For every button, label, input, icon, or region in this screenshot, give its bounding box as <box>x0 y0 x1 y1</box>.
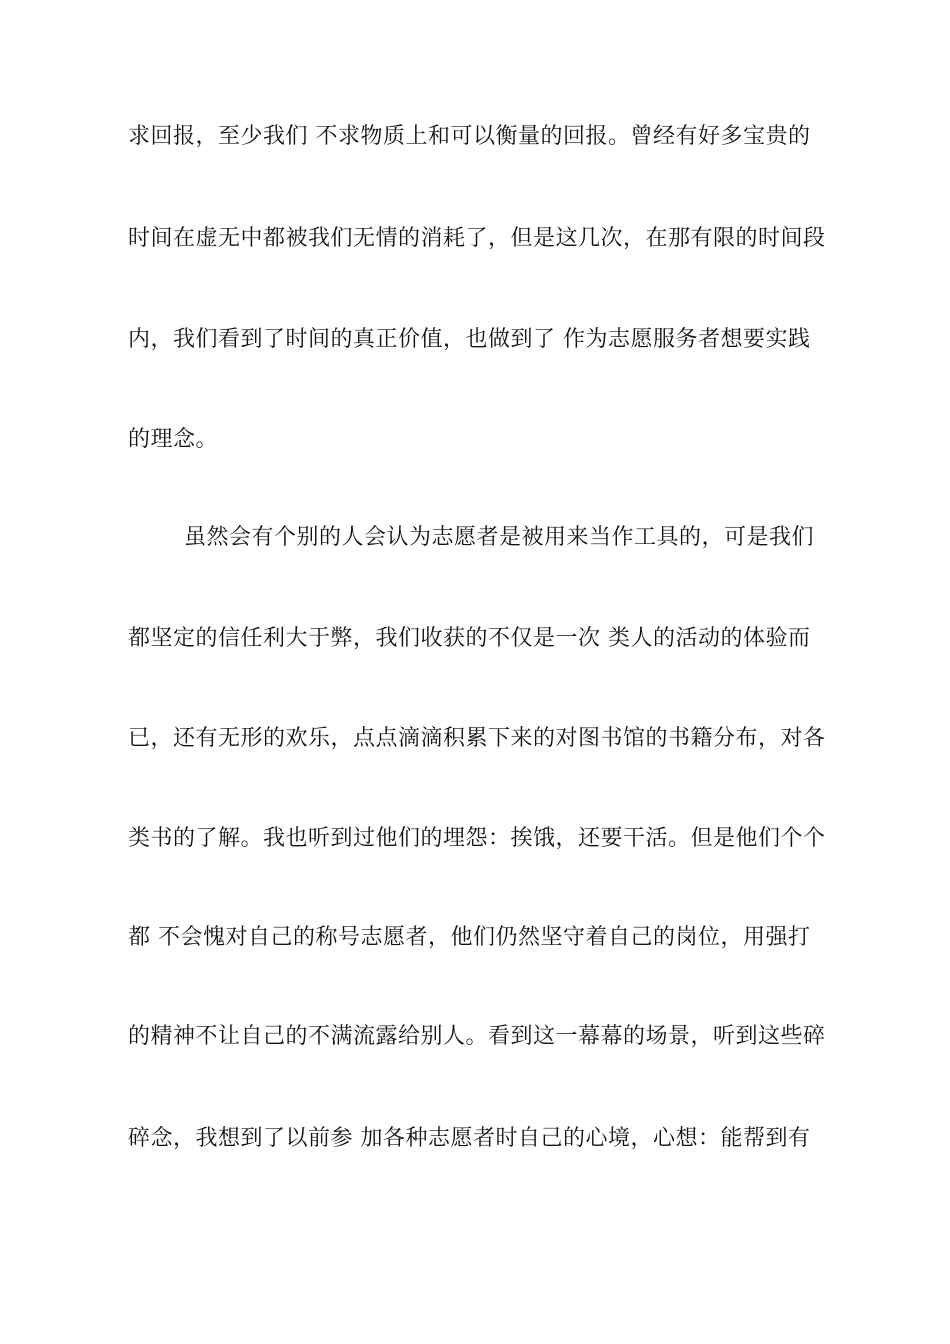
text-line: 的理念。 <box>128 427 219 452</box>
text-line: 碎念，我想到了以前参 加各种志愿者时自己的心境，心想：能帮到有 <box>128 1126 811 1151</box>
text-line: 内，我们看到了时间的真正价值，也做到了 作为志愿服务者想要实践 <box>128 327 811 352</box>
text-line: 都 不会愧对自己的称号志愿者，他们仍然坚守着自己的岗位，用强打 <box>128 925 811 950</box>
text-line: 都坚定的信任利大于弊，我们收获的不仅是一次 类人的活动的体验而 <box>128 626 811 651</box>
text-line: 的精神不让自己的不满流露给别人。看到这一幕幕的场景，听到这些碎 <box>128 1024 826 1049</box>
text-line: 类书的了解。我也听到过他们的埋怨：挨饿，还要干活。但是他们个个 <box>128 826 826 851</box>
text-line: 求回报，至少我们 不求物质上和可以衡量的回报。曾经有好多宝贵的 <box>128 124 811 149</box>
text-line: 时间在虚无中都被我们无情的消耗了，但是这几次，在那有限的时间段 <box>128 226 826 251</box>
text-line: 已，还有无形的欢乐，点点滴滴积累下来的对图书馆的书籍分布，对各 <box>128 726 826 751</box>
paragraph-first-line: 虽然会有个别的人会认为志愿者是被用来当作工具的，可是我们 <box>184 525 815 550</box>
